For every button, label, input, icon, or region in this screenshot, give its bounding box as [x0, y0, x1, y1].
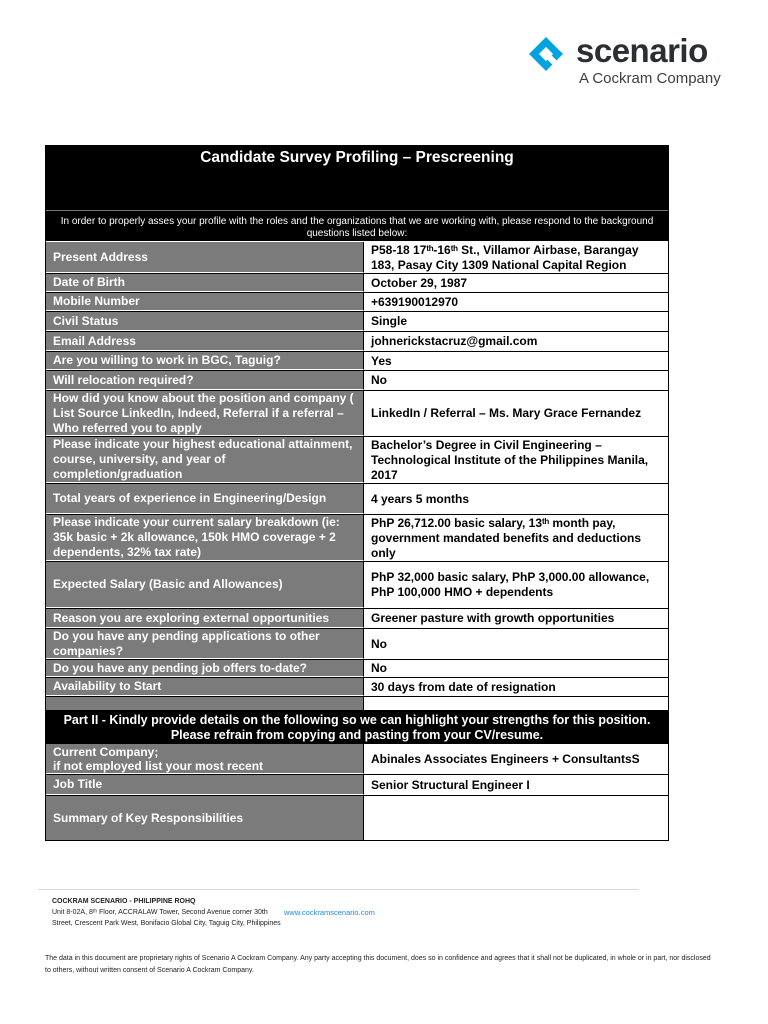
- answer-field[interactable]: [364, 371, 668, 390]
- answer-field[interactable]: [364, 332, 668, 351]
- answer-field[interactable]: [364, 484, 668, 514]
- row-expected-salary: [46, 562, 668, 609]
- footer-address: Unit 8-02A, 8ᵗʰ Floor, ACCRALAW Tower, Second Avenue corner 30th Street, Crescent Park West, Bonifacio Global City, Taguig City, Philippines: [52, 909, 281, 927]
- answer-text: No: [371, 661, 387, 675]
- answer-field[interactable]: [364, 352, 668, 370]
- answer-field[interactable]: [364, 312, 668, 331]
- footer-divider: [38, 889, 639, 890]
- question-label: Total years of experience in Engineering/Design: [46, 484, 364, 514]
- answer-field[interactable]: [364, 293, 668, 311]
- answer-field[interactable]: [364, 678, 668, 696]
- row-reason: [46, 609, 668, 629]
- answer-text: Yes: [371, 353, 392, 368]
- answer-text: Single: [371, 314, 408, 328]
- row-education: [46, 437, 668, 484]
- scenario-logo-icon: [526, 34, 566, 74]
- answer-text: LinkedIn / Referral – Ms. Mary Grace Fernandez: [371, 406, 642, 420]
- row-relocation: [46, 371, 668, 391]
- row-mobile-number: [46, 293, 668, 312]
- form-header: [46, 146, 668, 211]
- row-date-of-birth: [46, 274, 668, 293]
- question-label: Reason you are exploring external opportunities: [46, 609, 364, 628]
- footer-org-name: COCKRAM SCENARIO - PHILIPPINE ROHQ: [52, 898, 196, 905]
- form-intro: In order to properly asses your profile with the roles and the organizations that we are working with, please respond to the background questions listed below:: [46, 211, 668, 242]
- row-current-salary: [46, 515, 668, 562]
- answer-text: October 29, 1987: [371, 275, 468, 290]
- answer-text: Greener pasture with growth opportunities: [371, 611, 615, 625]
- footer-address-block: [52, 896, 282, 929]
- answer-text: Abinales Associates Engineers + ConsultantsS: [371, 751, 640, 766]
- question-label: Present Address: [46, 242, 364, 273]
- question-label: Summary of Key Responsibilities: [46, 796, 364, 840]
- row-source: [46, 391, 668, 437]
- answer-text: 30 days from date of resignation: [371, 679, 556, 694]
- footer-website-link[interactable]: www.cockramscenario.com: [284, 908, 375, 917]
- question-label: Expected Salary (Basic and Allowances): [46, 562, 364, 608]
- answer-text: PhP 32,000 basic salary, PhP 3,000.00 allowance, PhP 100,000 HMO + dependents: [371, 570, 650, 599]
- answer-field[interactable]: [364, 515, 668, 561]
- row-key-responsibilities: [46, 796, 668, 840]
- answer-field[interactable]: [364, 744, 668, 774]
- answer-field[interactable]: [364, 391, 668, 436]
- question-label: Please indicate your current salary breakdown (ie: 35k basic + 2k allowance, 150k HMO coverage + 2 dependents, 32% tax rate): [46, 515, 364, 561]
- answer-field[interactable]: [364, 609, 668, 628]
- logo-wordmark: scenario: [576, 32, 708, 69]
- question-label: Current Company; if not employed list your most recent: [46, 744, 364, 774]
- question-label: Please indicate your highest educational attainment, course, university, and year of completion/graduation: [46, 437, 364, 483]
- row-availability: [46, 678, 668, 697]
- row-email-address: [46, 332, 668, 352]
- answer-field[interactable]: [364, 629, 668, 659]
- row-pending-offers: [46, 660, 668, 678]
- answer-text: 4 years 5 months: [371, 491, 470, 506]
- answer-field[interactable]: [364, 562, 668, 608]
- logo-tagline: A Cockram Company: [579, 70, 721, 87]
- answer-field[interactable]: [364, 775, 668, 795]
- form-title: Candidate Survey Profiling – Prescreening: [200, 149, 514, 166]
- company-logo: [526, 30, 726, 90]
- question-label: Will relocation required?: [46, 371, 364, 390]
- question-label: Date of Birth: [46, 274, 364, 292]
- answer-text: Bachelor’s Degree in Civil Engineering – Technological Institute of the Philippines Manila, 2017: [371, 437, 649, 482]
- answer-text: +639190012970: [371, 294, 459, 309]
- question-label: Do you have any pending applications to other companies?: [46, 629, 364, 659]
- question-label: Are you willing to work in BGC, Taguig?: [46, 352, 364, 370]
- answer-field[interactable]: [364, 796, 668, 840]
- question-label: Job Title: [46, 775, 364, 795]
- row-job-title: [46, 775, 668, 796]
- answer-field[interactable]: [364, 437, 668, 483]
- answer-text: PhP 26,712.00 basic salary, 13ᵗʰ month pay, government mandated benefits and deductions only: [371, 515, 642, 560]
- answer-text: Senior Structural Engineer I: [371, 777, 530, 792]
- question-label: Mobile Number: [46, 293, 364, 311]
- question-label: Availability to Start: [46, 678, 364, 696]
- row-willing-bgc: [46, 352, 668, 371]
- answer-text: No: [371, 373, 387, 387]
- survey-form: [45, 145, 669, 841]
- question-label: Civil Status: [46, 312, 364, 331]
- question-label: Do you have any pending job offers to-date?: [46, 660, 364, 677]
- part-ii-header: Part II - Kindly provide details on the following so we can highlight your strengths for this position. Please refrain from copying and pasting from your CV/resume.: [46, 711, 668, 744]
- answer-text: P58-18 17ᵗʰ-16ᵗʰ St., Villamor Airbase, Barangay 183, Pasay City 1309 National Capital Region: [371, 243, 639, 272]
- footer-legal-notice: The data in this document are proprietary rights of Scenario A Cockram Company. Any party accepting this document, does so in confidence and agrees that it shall not be duplicated, in whole or in part, nor disclosed to others, without written consent of Scenario A Cockram Company.: [45, 955, 711, 974]
- question-label: Email Address: [46, 332, 364, 351]
- row-pending-applications: [46, 629, 668, 660]
- row-experience: [46, 484, 668, 515]
- answer-field[interactable]: [364, 242, 668, 273]
- answer-field[interactable]: [364, 274, 668, 292]
- row-present-address: [46, 242, 668, 274]
- answer-field[interactable]: [364, 660, 668, 677]
- row-current-company: [46, 744, 668, 775]
- row-civil-status: [46, 312, 668, 332]
- question-label: How did you know about the position and company ( List Source LinkedIn, Indeed, Referral if a referral – Who referred you to apply: [46, 391, 364, 436]
- answer-text: johnerickstacruz@gmail.com: [371, 334, 538, 348]
- spacer-row: [46, 697, 668, 711]
- answer-text: No: [371, 636, 387, 651]
